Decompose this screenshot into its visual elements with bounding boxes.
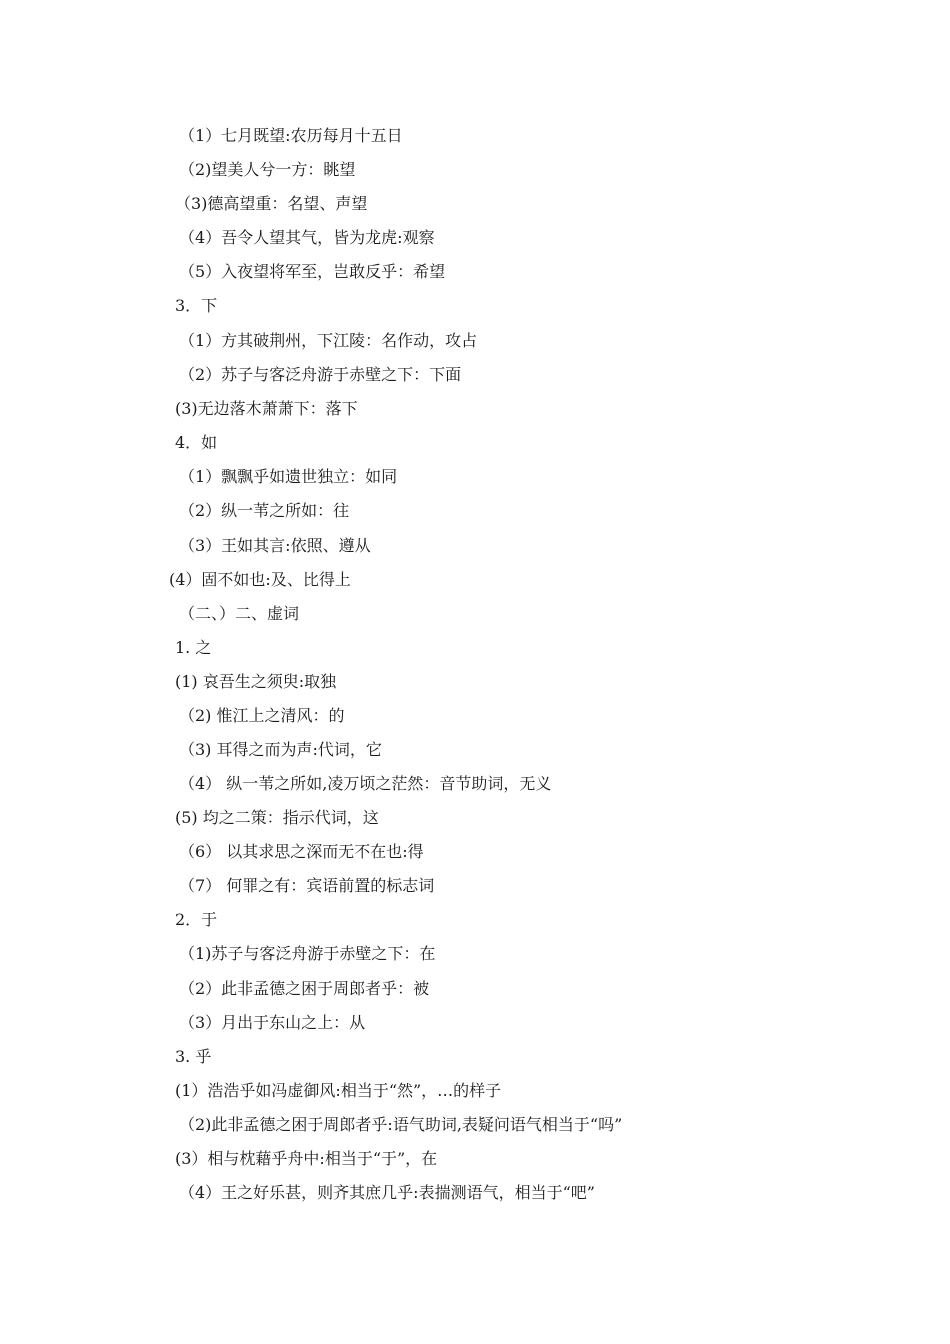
text-line: （3）月出于东山之上：从 (179, 1013, 366, 1032)
text-line: （2) 惟江上之清风：的 (179, 706, 345, 725)
text-line: （4）吾令人望其气，皆为龙虎:观察 (179, 228, 435, 247)
text-line: (3）相与枕藉乎舟中:相当于“于”，在 (175, 1149, 438, 1168)
text-line: （7） 何罪之有：宾语前置的标志词 (179, 876, 435, 895)
text-line: (4）固不如也:及、比得上 (169, 570, 351, 589)
text-line: （1）飘飘乎如遗世独立：如同 (179, 467, 398, 486)
text-line: （2）苏子与客泛舟游于赤壁之下：下面 (179, 365, 462, 384)
text-line: (5) 均之二策：指示代词，这 (175, 808, 379, 827)
text-line: （3) 耳得之而为声:代词，它 (179, 740, 382, 759)
text-line: （2）纵一苇之所如：往 (179, 501, 350, 520)
text-line: （2）此非孟德之困于周郎者乎：被 (179, 979, 430, 998)
text-line: （3)德高望重：名望、声望 (175, 194, 368, 213)
text-line: (3)无边落木萧萧下：落下 (175, 399, 358, 418)
text-line: （1）方其破荆州，下江陵：名作动，攻占 (179, 331, 478, 350)
text-line: （6） 以其求思之深而无不在也:得 (179, 842, 424, 861)
text-line: （3）王如其言:依照、遵从 (179, 536, 371, 555)
text-line: （1)苏子与客泛舟游于赤壁之下：在 (179, 944, 436, 963)
section-heading: 4．如 (175, 433, 218, 452)
section-heading: 3. 乎 (175, 1047, 212, 1066)
text-line: （5）入夜望将军至，岂敢反乎：希望 (179, 262, 446, 281)
text-line: （2)望美人兮一方：眺望 (179, 160, 356, 179)
section-heading: 2．于 (175, 910, 218, 929)
text-line: （4）王之好乐甚，则齐其庶几乎:表揣测语气，相当于“吧” (179, 1183, 595, 1202)
text-line: （2)此非孟德之困于周郎者乎:语气助词,表疑问语气相当于“吗” (179, 1115, 623, 1134)
text-line: (1) 哀吾生之须臾:取独 (175, 672, 337, 691)
section-heading: 1. 之 (175, 638, 212, 657)
text-line: (1）浩浩乎如冯虚御风:相当于“然”，…的样子 (175, 1081, 502, 1100)
section-heading: （二、）二、虚词 (179, 604, 300, 623)
text-line: （4） 纵一苇之所如,凌万顷之茫然：音节助词，无义 (179, 774, 552, 793)
section-heading: 3．下 (175, 296, 218, 315)
text-line: （1）七月既望:农历每月十五日 (179, 126, 403, 145)
